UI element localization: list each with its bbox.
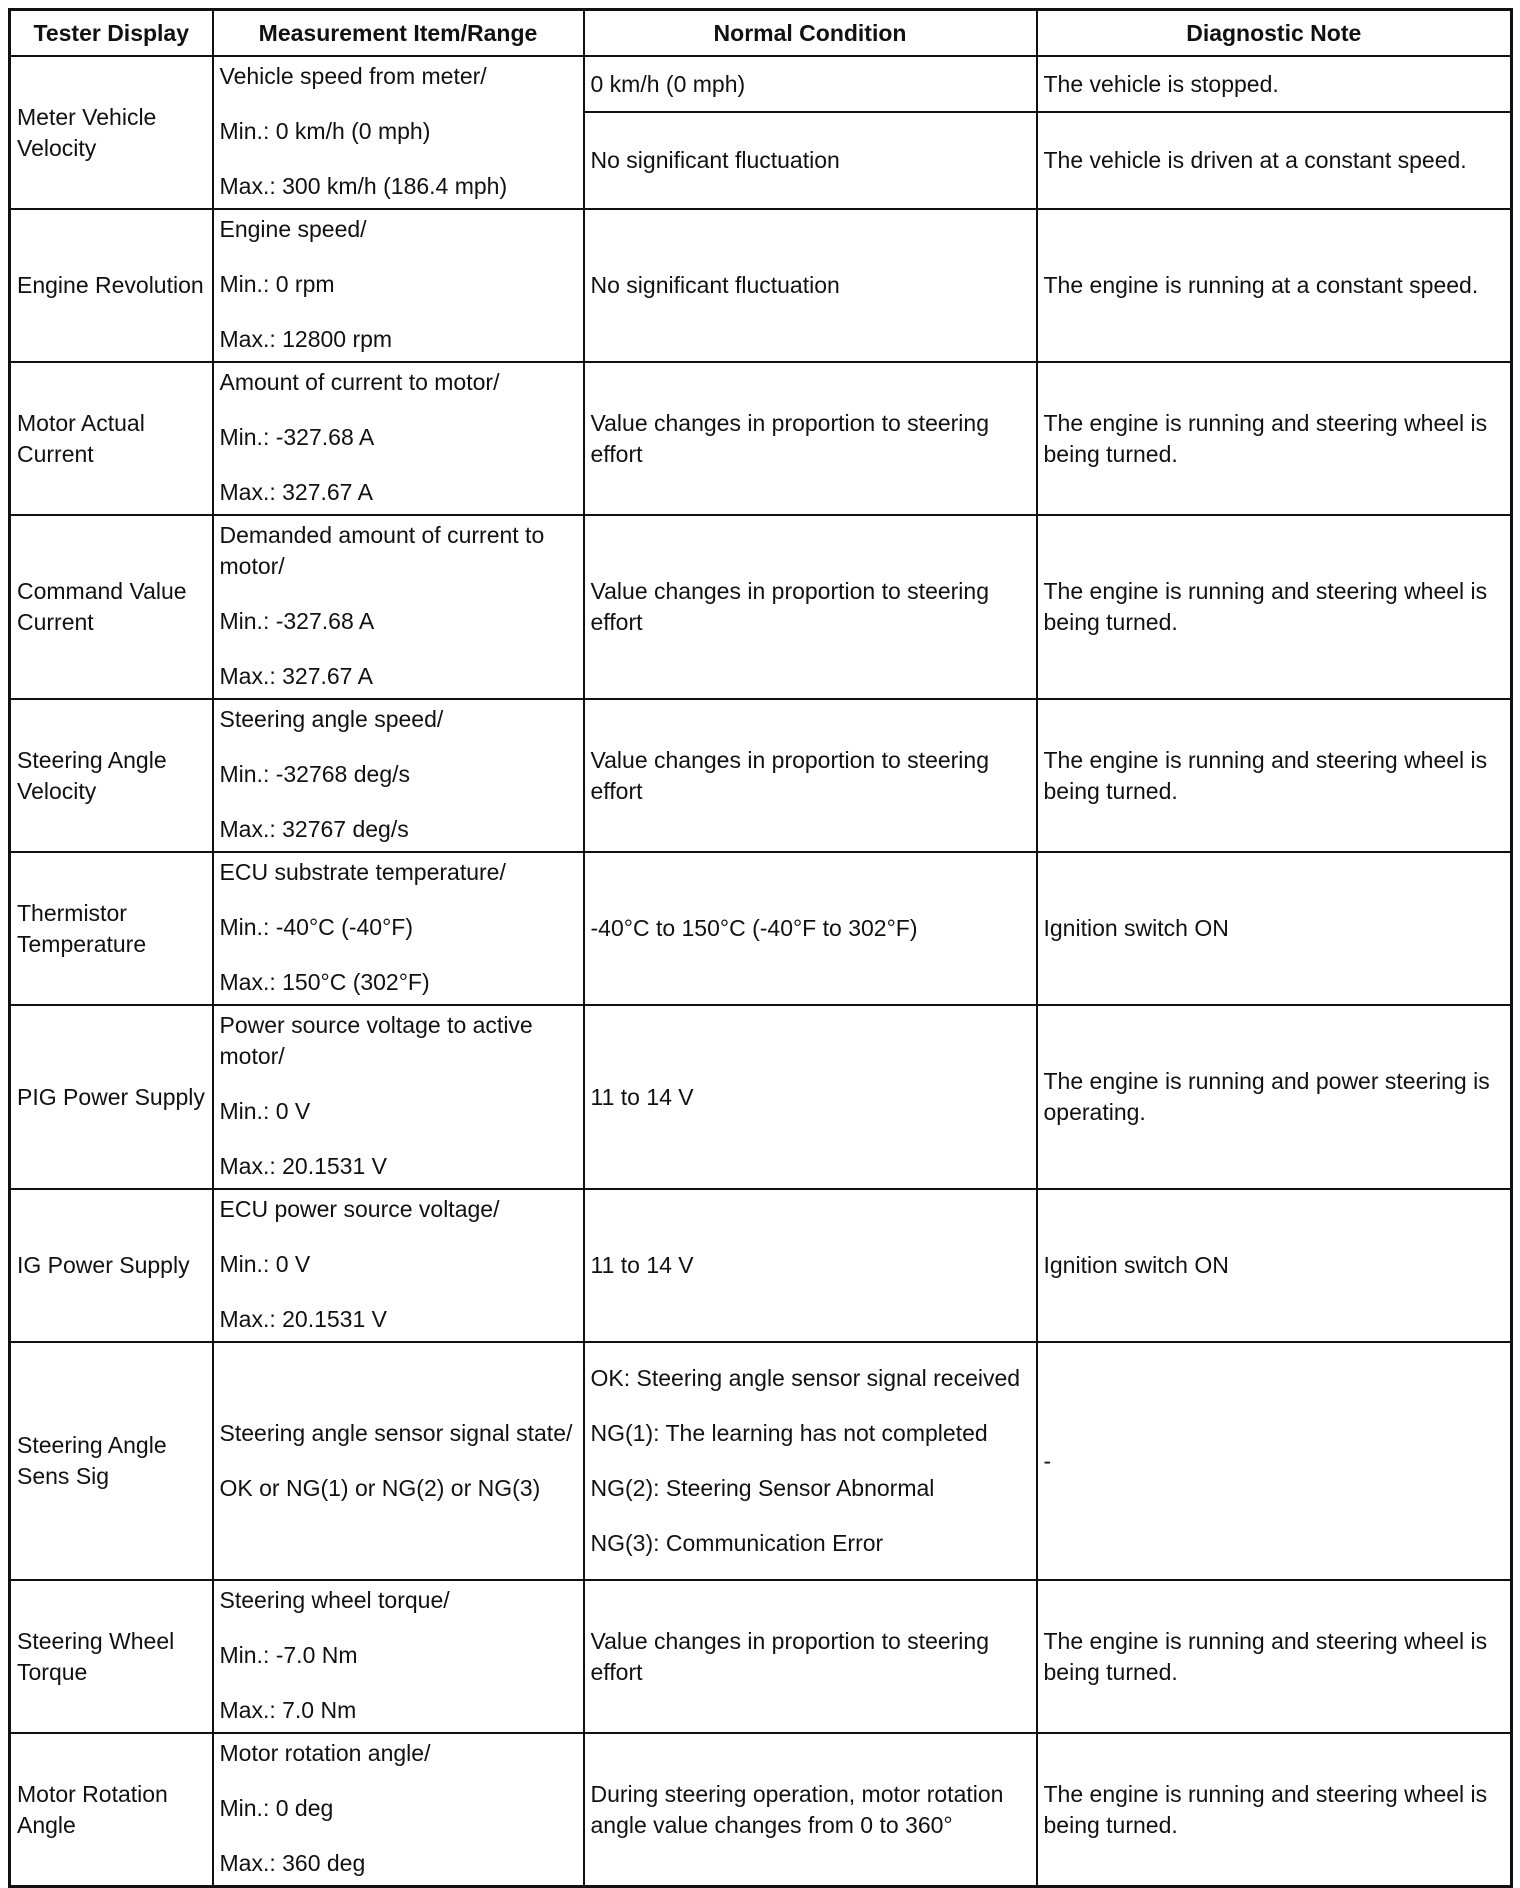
measurement-cell [213, 852, 584, 1005]
measurement-max: Max.: 20.1531 V [219, 1153, 387, 1179]
measurement-item: Engine speed/ [219, 216, 367, 242]
normal-condition-cell: Value changes in proportion to steering effort [584, 699, 1037, 852]
normal-condition-cell [584, 1342, 1037, 1580]
measurement-max: Max.: 20.1531 V [219, 1306, 387, 1332]
measurement-cell [213, 362, 584, 515]
condition-ng3: NG(3): Communication Error [590, 1530, 884, 1556]
header-measurement: Measurement Item/Range [213, 10, 584, 57]
measurement-min: Min.: 0 V [219, 1251, 311, 1277]
diagnostic-note-cell: The engine is running and steering wheel is being turned. [1037, 515, 1512, 699]
diagnostic-note-cell: The engine is running and steering wheel is being turned. [1037, 1580, 1512, 1733]
table-row [10, 1189, 1512, 1342]
measurement-min: Min.: -327.68 A [219, 424, 375, 450]
normal-condition-cell: 0 km/h (0 mph) [584, 56, 1037, 112]
measurement-item: Demanded amount of current to motor/ [219, 522, 545, 579]
measurement-max: Max.: 12800 rpm [219, 326, 393, 352]
header-normal-condition: Normal Condition [584, 10, 1037, 57]
diagnostic-note-cell: - [1037, 1342, 1512, 1580]
header-row [10, 10, 1512, 57]
table-row [10, 515, 1512, 699]
measurement-min: Min.: -32768 deg/s [219, 761, 411, 787]
measurement-max: Max.: 32767 deg/s [219, 816, 409, 842]
tester-display-cell: Steering Angle Sens Sig [10, 1342, 213, 1580]
normal-condition-cell: No significant fluctuation [584, 209, 1037, 362]
measurement-max: Max.: 327.67 A [219, 479, 373, 505]
measurement-max: Max.: 150°C (302°F) [219, 969, 430, 995]
tester-display-cell: PIG Power Supply [10, 1005, 213, 1189]
diagnostic-note-cell: The engine is running and steering wheel is being turned. [1037, 362, 1512, 515]
header-tester-display: Tester Display [10, 10, 213, 57]
tester-display-cell: Command Value Current [10, 515, 213, 699]
condition-ng1: NG(1): The learning has not completed [590, 1420, 988, 1446]
diagnostic-note-cell: The vehicle is driven at a constant speed. [1037, 112, 1512, 209]
measurement-cell [213, 56, 584, 209]
measurement-min: Min.: 0 rpm [219, 271, 335, 297]
table-row [10, 362, 1512, 515]
measurement-cell [213, 1580, 584, 1733]
tester-display-cell: Steering Angle Velocity [10, 699, 213, 852]
measurement-item: Steering angle speed/ [219, 706, 444, 732]
tester-display-cell: Motor Actual Current [10, 362, 213, 515]
tester-display-cell: Meter Vehicle Velocity [10, 56, 213, 209]
tester-display-cell: IG Power Supply [10, 1189, 213, 1342]
measurement-cell [213, 209, 584, 362]
table-row [10, 699, 1512, 852]
table-row [10, 1733, 1512, 1887]
condition-ok: OK: Steering angle sensor signal received [590, 1365, 1021, 1391]
measurement-cell [213, 699, 584, 852]
measurement-max: Max.: 300 km/h (186.4 mph) [219, 173, 508, 199]
measurement-item: ECU substrate temperature/ [219, 859, 506, 885]
measurement-item: Motor rotation angle/ [219, 1740, 431, 1766]
data-list-table [8, 8, 1513, 1888]
table-row [10, 56, 1512, 112]
measurement-min: Min.: -327.68 A [219, 608, 375, 634]
measurement-item: Vehicle speed from meter/ [219, 63, 487, 89]
diagnostic-note-cell: The engine is running and steering wheel is being turned. [1037, 1733, 1512, 1887]
tester-display-cell: Steering Wheel Torque [10, 1580, 213, 1733]
diagnostic-note-cell: Ignition switch ON [1037, 1189, 1512, 1342]
measurement-cell [213, 515, 584, 699]
normal-condition-cell: -40°C to 150°C (-40°F to 302°F) [584, 852, 1037, 1005]
diagnostic-note-cell: The vehicle is stopped. [1037, 56, 1512, 112]
measurement-item: Amount of current to motor/ [219, 369, 500, 395]
normal-condition-cell: Value changes in proportion to steering effort [584, 362, 1037, 515]
measurement-max: Max.: 360 deg [219, 1850, 366, 1876]
measurement-min: Min.: 0 km/h (0 mph) [219, 118, 431, 144]
measurement-item: ECU power source voltage/ [219, 1196, 500, 1222]
measurement-item: Power source voltage to active motor/ [219, 1012, 533, 1069]
diagnostic-note-cell: The engine is running and steering wheel is being turned. [1037, 699, 1512, 852]
measurement-cell [213, 1342, 584, 1580]
table-row [10, 1342, 1512, 1580]
measurement-item: Steering wheel torque/ [219, 1587, 450, 1613]
normal-condition-cell: Value changes in proportion to steering effort [584, 1580, 1037, 1733]
condition-ng2: NG(2): Steering Sensor Abnormal [590, 1475, 935, 1501]
table-row [10, 1005, 1512, 1189]
measurement-item: Steering angle sensor signal state/ [219, 1420, 573, 1446]
normal-condition-cell: Value changes in proportion to steering effort [584, 515, 1037, 699]
table-row [10, 852, 1512, 1005]
measurement-max: Max.: 327.67 A [219, 663, 373, 689]
measurement-cell [213, 1189, 584, 1342]
diagnostic-note-cell: The engine is running and power steering is operating. [1037, 1005, 1512, 1189]
diagnostic-note-cell: The engine is running at a constant speed. [1037, 209, 1512, 362]
measurement-min: Min.: -40°C (-40°F) [219, 914, 413, 940]
table-row [10, 1580, 1512, 1733]
measurement-cell [213, 1005, 584, 1189]
header-diagnostic-note: Diagnostic Note [1037, 10, 1512, 57]
measurement-max: Max.: 7.0 Nm [219, 1697, 357, 1723]
normal-condition-cell: No significant fluctuation [584, 112, 1037, 209]
normal-condition-cell: 11 to 14 V [584, 1189, 1037, 1342]
tester-display-cell: Thermistor Temperature [10, 852, 213, 1005]
measurement-cell [213, 1733, 584, 1887]
measurement-range: OK or NG(1) or NG(2) or NG(3) [219, 1475, 541, 1501]
normal-condition-cell: During steering operation, motor rotation angle value changes from 0 to 360° [584, 1733, 1037, 1887]
diagnostic-note-cell: Ignition switch ON [1037, 852, 1512, 1005]
tester-display-cell: Motor Rotation Angle [10, 1733, 213, 1887]
measurement-min: Min.: -7.0 Nm [219, 1642, 358, 1668]
table-row [10, 209, 1512, 362]
measurement-min: Min.: 0 deg [219, 1795, 334, 1821]
tester-display-cell: Engine Revolution [10, 209, 213, 362]
normal-condition-cell: 11 to 14 V [584, 1005, 1037, 1189]
measurement-min: Min.: 0 V [219, 1098, 311, 1124]
